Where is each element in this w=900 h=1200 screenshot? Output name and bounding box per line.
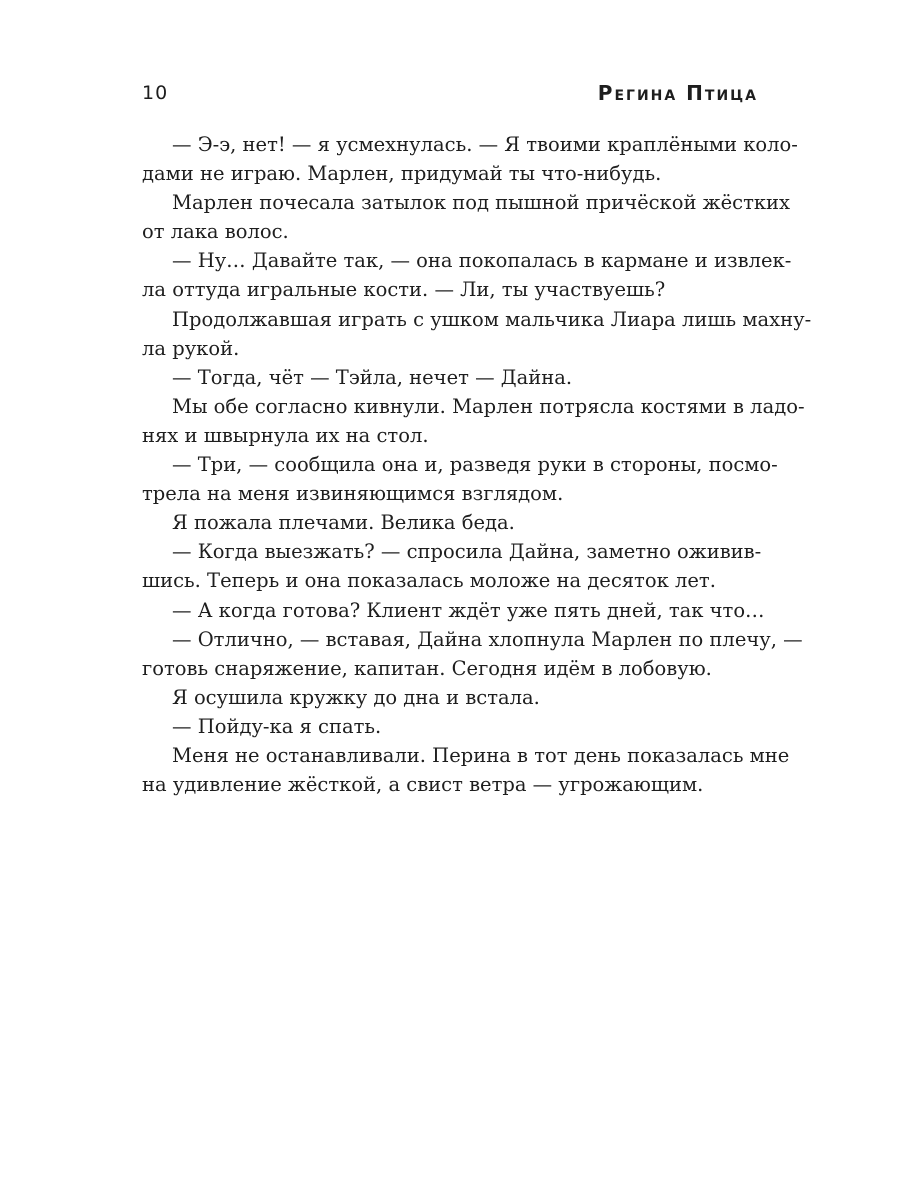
text-line: — Э-э, нет! — я усмехнулась. — Я твоими краплёными коло- (172, 133, 798, 156)
text-line: от лака волос. (142, 220, 289, 244)
text-line: — Пойду-ка я спать. (172, 714, 382, 738)
text-line: Продолжавшая играть с ушком мальчика Лиара лишь махну- (172, 307, 812, 331)
text-line: нях и швырнула их на стол. (142, 423, 429, 447)
text-line: Меня не останавливали. Перина в тот день показалась мне (172, 743, 790, 767)
text-line: Марлен почесала затылок под пышной причёской жёстких (172, 191, 791, 215)
text-line: — Три, — сообщила она и, разведя руки в стороны, посмо- (172, 453, 778, 477)
page-header (142, 78, 758, 108)
text-line: Я осушила кружку до дна и встала. (172, 685, 540, 709)
text-line: — А когда готова? Клиент ждёт уже пять дней, так что… (172, 598, 765, 622)
text-line: ла рукой. (142, 336, 240, 360)
text-line: ла оттуда игральные кости. — Ли, ты участвуешь? (142, 278, 666, 302)
text-line: — Тогда, чёт — Тэйла, нечет — Дайна. (172, 365, 573, 389)
text-line: шись. Теперь и она показалась моложе на десяток лет. (142, 569, 716, 593)
text-line: — Когда выезжать? — спросила Дайна, заметно оживив- (172, 540, 762, 564)
text-line: — Ну… Давайте так, — она покопалась в кармане и извлек- (172, 249, 792, 273)
text-line: — Отлично, — вставая, Дайна хлопнула Марлен по плечу, — (172, 627, 803, 651)
text-line: трела на меня извиняющимся взглядом. (142, 482, 564, 506)
running-head-author: Регина Птица (597, 81, 758, 105)
text-line: Я пожала плечами. Велика беда. (172, 511, 515, 535)
text-line: дами не играю. Марлен, придумай ты что-нибудь. (142, 162, 662, 186)
text-line: готовь снаряжение, капитан. Сегодня идём в лобовую. (142, 656, 712, 680)
text-line: Мы обе согласно кивнули. Марлен потрясла костями в ладо- (172, 394, 805, 418)
page-number: 10 (142, 82, 169, 104)
text-line: на удивление жёсткой, а свист ветра — угрожающим. (142, 773, 704, 797)
body-text (142, 130, 812, 799)
